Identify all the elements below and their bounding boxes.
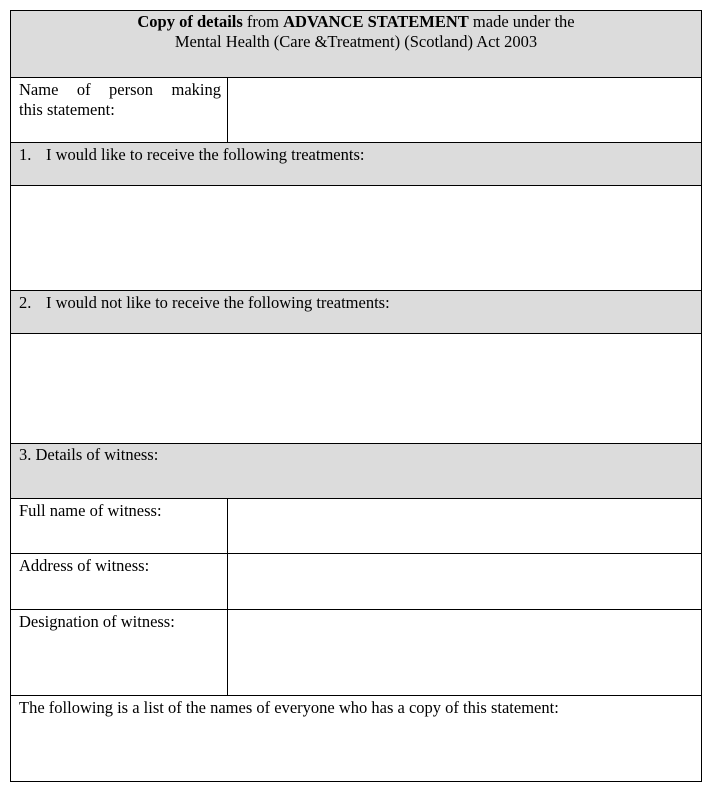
section2-heading [11, 291, 702, 333]
witness-name-field[interactable] [228, 499, 702, 553]
witness-designation-label: Designation of witness: [11, 610, 228, 695]
copy-holders-row [11, 696, 702, 782]
person-name-label [11, 78, 228, 142]
person-name-label-line2: this statement: [19, 100, 115, 119]
title-from: from [242, 12, 284, 31]
person-name-label-line1: Name of person making [19, 80, 221, 99]
title-act-name: Mental Health (Care &Treatment) (Scotland) Act 2003 [174, 32, 538, 51]
title-copy-of-details: Copy of details [137, 12, 243, 31]
witness-name-row [11, 499, 702, 554]
section2-answer-field[interactable] [11, 334, 702, 443]
witness-designation-field[interactable] [228, 610, 702, 695]
section1-heading [11, 143, 702, 185]
section1-answer-row [11, 186, 702, 291]
copy-holders-text: The following is a list of the names of everyone who has a copy of this statement: [19, 698, 559, 717]
witness-address-label: Address of witness: [11, 554, 228, 609]
witness-name-label: Full name of witness: [11, 499, 228, 553]
title-advance-statement: ADVANCE STATEMENT [283, 12, 469, 31]
section3-heading: 3. Details of witness: [11, 444, 702, 498]
section1-text: I would like to receive the following treatments: [46, 145, 365, 164]
advance-statement-form [10, 10, 702, 782]
form-header-row [11, 11, 702, 78]
witness-designation-row [11, 610, 702, 696]
section2-text: I would not like to receive the following treatments: [46, 293, 390, 312]
section1-answer-field[interactable] [11, 186, 702, 290]
form-title [11, 11, 702, 77]
section1-number: 1. [19, 145, 32, 164]
section2-answer-row [11, 334, 702, 444]
section3-heading-row [11, 444, 702, 499]
person-name-row [11, 78, 702, 143]
title-made-under: made under the [468, 12, 575, 31]
title-line-1 [11, 12, 701, 32]
section1-heading-row [11, 143, 702, 186]
witness-address-field[interactable] [228, 554, 702, 609]
section2-number: 2. [19, 293, 32, 312]
copy-holders-field[interactable] [11, 696, 702, 781]
witness-address-row [11, 554, 702, 610]
section2-heading-row [11, 291, 702, 334]
person-name-field[interactable] [228, 78, 702, 142]
